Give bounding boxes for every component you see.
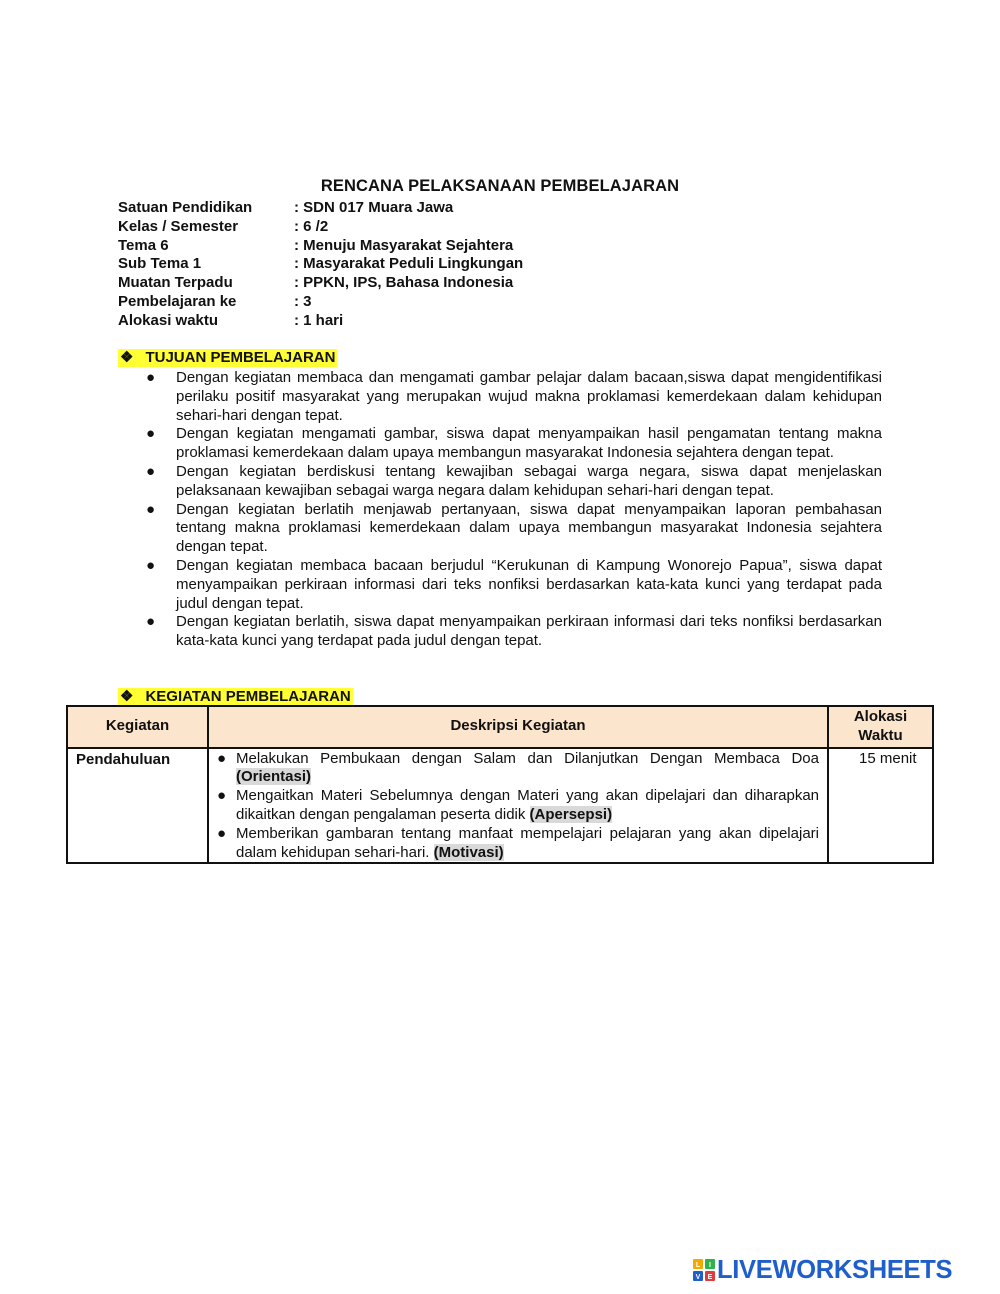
bullet-icon: ● bbox=[146, 613, 156, 631]
identity-value: : 3 bbox=[294, 292, 312, 310]
page-title: RENCANA PELAKSANAAN PEMBELAJARAN bbox=[320, 177, 680, 195]
identity-value: : Masyarakat Peduli Lingkungan bbox=[294, 255, 524, 273]
identity-label: Tema 6 bbox=[118, 236, 169, 254]
objective-text: Dengan kegiatan membaca bacaan berjudul “Kerukunan di Kampung Wonorejo Papua”, siswa dapat menyampaikan perkiraan informasi dari teks nonfiksi berdasarkan kata-kata kunci yang terdapat pada judul dengan tepat. bbox=[176, 556, 882, 612]
list-item bbox=[217, 825, 819, 863]
list-item bbox=[217, 787, 819, 825]
objective-text: Dengan kegiatan membaca dan mengamati gambar pelajar dalam bacaan,siswa dapat mengidentifikasi perilaku positif masyarakat yang merupakan wujud makna proklamasi kemerdekaan dalam kehidupan sehari-hari dengan tepat. bbox=[176, 369, 882, 424]
table-row bbox=[67, 748, 933, 864]
bullet-icon: ● bbox=[146, 425, 156, 443]
svg-text:V: V bbox=[695, 1274, 701, 1281]
phase-tag: (Orientasi) bbox=[236, 768, 312, 786]
identity-label: Sub Tema 1 bbox=[118, 255, 202, 273]
identity-value: : 6 /2 bbox=[294, 217, 329, 235]
description-text: Mengaitkan Materi Sebelumnya dengan Materi yang akan dipelajari dan diharapkan dikaitkan dengan pengalaman peserta didik bbox=[236, 787, 819, 823]
description-list bbox=[217, 750, 819, 863]
objectives-heading bbox=[118, 349, 337, 367]
identity-block bbox=[118, 199, 523, 331]
activities-heading-text: KEGIATAN PEMBELAJARAN bbox=[145, 688, 351, 705]
kegiatan-cell: Pendahuluan bbox=[67, 748, 208, 864]
objective-text: Dengan kegiatan berlatih, siswa dapat menyampaikan perkiraan informasi dari teks nonfiksi berdasarkan kata-kata kunci yang terdapat pada judul dengan tepat. bbox=[176, 613, 882, 650]
svg-text:L: L bbox=[695, 1262, 701, 1269]
objectives-list bbox=[146, 369, 882, 651]
header-alokasi: Alokasi Waktu bbox=[828, 706, 933, 748]
bullet-icon: ● bbox=[146, 500, 156, 518]
objective-text: Dengan kegiatan berlatih menjawab pertanyaan, siswa dapat menyampaikan laporan pembahasan tentang makna proklamasi kemerdekaan dalam upaya membangun masyarakat Indonesia sejahtera dengan tepat. bbox=[176, 500, 882, 556]
alokasi-cell: 15 menit bbox=[828, 748, 933, 864]
identity-row bbox=[118, 293, 523, 312]
bullet-icon: ● bbox=[217, 749, 227, 767]
table-header-row bbox=[67, 706, 933, 748]
description-text: Melakukan Pembukaan dengan Salam dan Dilanjutkan Dengan Membaca Doa bbox=[236, 749, 819, 767]
bullet-icon: ● bbox=[217, 787, 227, 805]
identity-value: : SDN 017 Muara Jawa bbox=[294, 199, 454, 216]
svg-text:I: I bbox=[709, 1262, 711, 1269]
liveworksheets-brand bbox=[693, 1256, 952, 1284]
bullet-icon: ● bbox=[217, 824, 227, 842]
identity-value: : PPKN, IPS, Bahasa Indonesia bbox=[294, 274, 514, 292]
identity-row bbox=[118, 218, 523, 237]
activities-heading bbox=[118, 688, 353, 706]
identity-row bbox=[118, 237, 523, 256]
diamond-bullet-icon: ❖ bbox=[120, 349, 134, 366]
identity-row bbox=[118, 274, 523, 293]
objective-text: Dengan kegiatan mengamati gambar, siswa dapat menyampaikan hasil pengamatan tentang makna proklamasi kemerdekaan dalam upaya membangun masyarakat Indonesia sejahtera dengan tepat. bbox=[176, 425, 882, 462]
identity-row bbox=[118, 312, 523, 331]
brand-text: LIVEWORKSHEETS bbox=[717, 1255, 953, 1284]
objectives-heading-text: TUJUAN PEMBELAJARAN bbox=[145, 349, 336, 366]
identity-label: Kelas / Semester bbox=[118, 217, 239, 235]
bullet-icon: ● bbox=[146, 556, 156, 574]
bullet-icon: ● bbox=[146, 462, 156, 480]
list-item bbox=[146, 425, 882, 463]
identity-label: Pembelajaran ke bbox=[118, 292, 237, 310]
header-deskripsi: Deskripsi Kegiatan bbox=[208, 706, 828, 748]
liveworksheets-logo-icon bbox=[693, 1259, 715, 1281]
deskripsi-cell bbox=[208, 748, 828, 864]
identity-row bbox=[118, 199, 523, 218]
identity-row bbox=[118, 255, 523, 274]
list-item bbox=[146, 463, 882, 501]
list-item bbox=[146, 613, 882, 651]
list-item bbox=[146, 501, 882, 557]
header-kegiatan: Kegiatan bbox=[67, 706, 208, 748]
identity-label: Alokasi waktu bbox=[118, 311, 219, 329]
phase-tag: (Motivasi) bbox=[433, 843, 504, 861]
list-item bbox=[146, 369, 882, 425]
diamond-bullet-icon: ❖ bbox=[120, 688, 134, 705]
phase-tag: (Apersepsi) bbox=[529, 805, 613, 823]
identity-label: Muatan Terpadu bbox=[118, 274, 233, 292]
identity-value: : Menuju Masyarakat Sejahtera bbox=[294, 236, 514, 254]
list-item bbox=[217, 750, 819, 788]
identity-value: : 1 hari bbox=[294, 311, 344, 329]
activity-table bbox=[66, 705, 934, 864]
objective-text: Dengan kegiatan berdiskusi tentang kewajiban sebagai warga negara, siswa dapat menjelaskan pelaksanaan kewajiban sebagai warga negara dalam kehidupan sehari-hari dengan tepat. bbox=[176, 462, 882, 499]
bullet-icon: ● bbox=[146, 369, 156, 386]
list-item bbox=[146, 557, 882, 613]
svg-text:E: E bbox=[707, 1274, 713, 1281]
identity-label: Satuan Pendidikan bbox=[118, 199, 253, 216]
description-text: Memberikan gambaran tentang manfaat mempelajari pelajaran yang akan dipelajari dalam kehidupan sehari-hari. bbox=[236, 824, 819, 861]
